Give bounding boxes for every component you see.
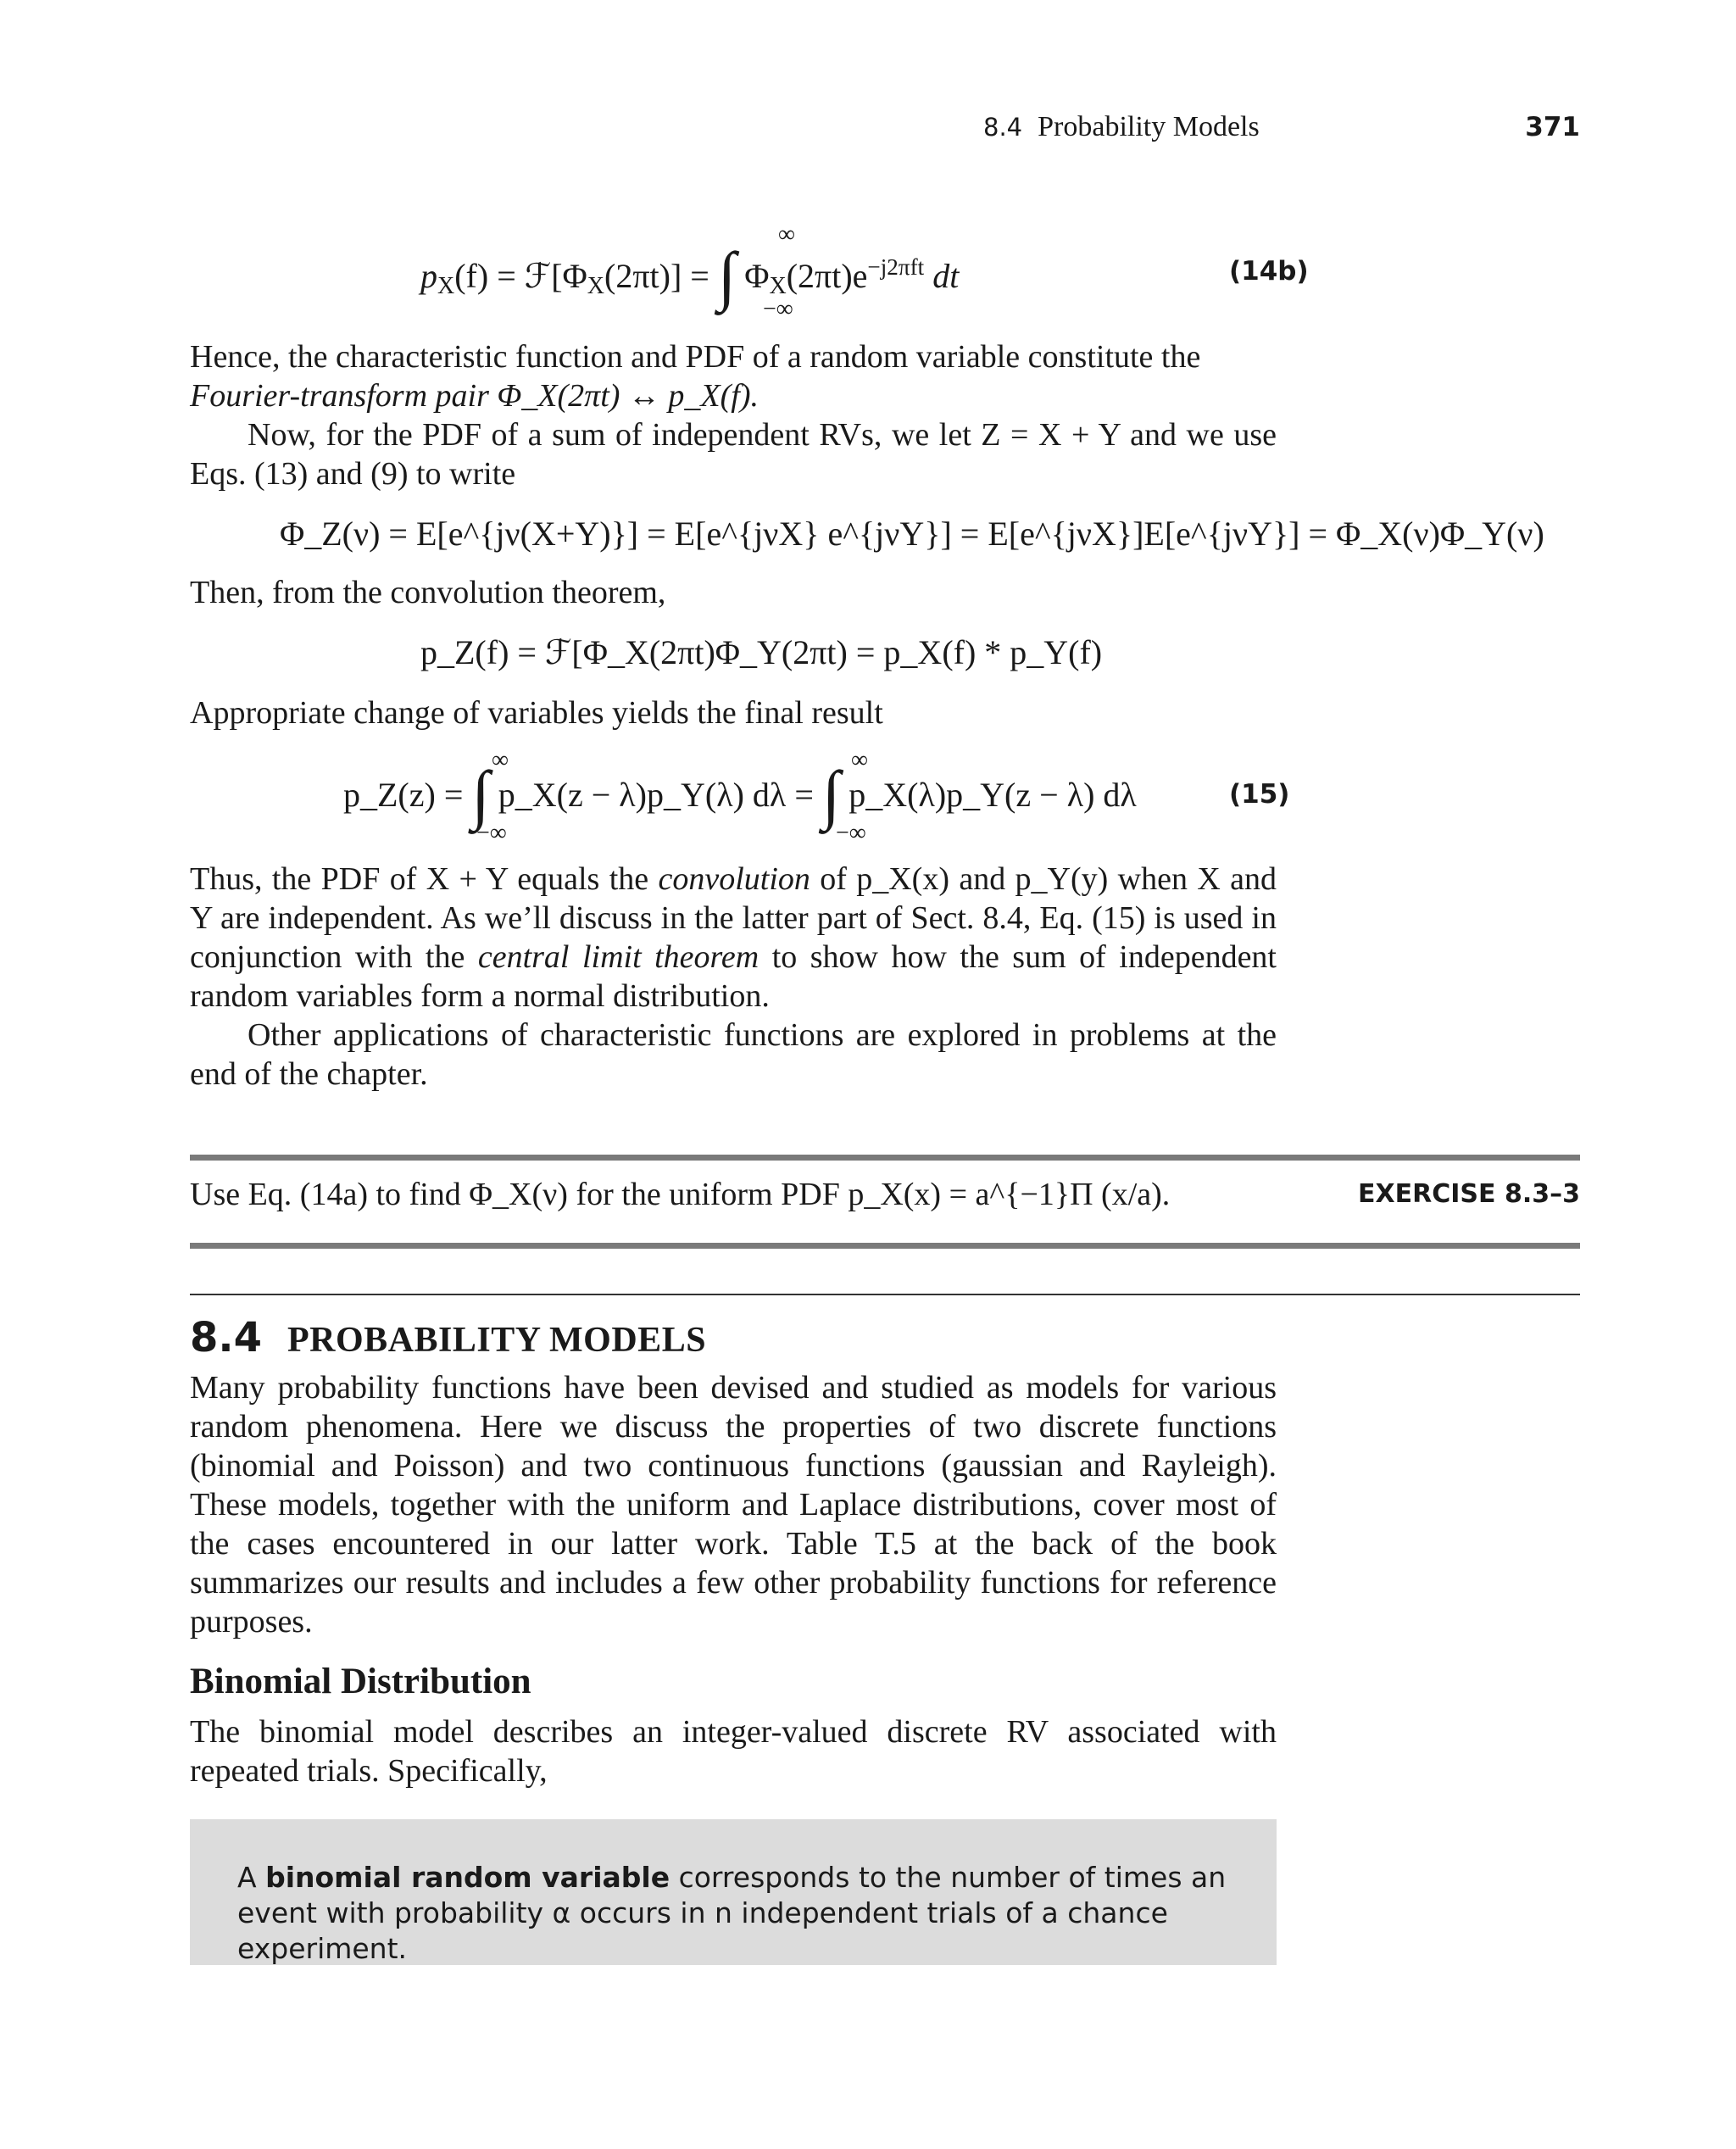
para5-emphasis-convolution: convolution [658, 861, 810, 897]
section-number: 8.4 [190, 1314, 263, 1361]
eq15-first-integrand: p_X(z − λ)p_Y(λ) dλ = [498, 776, 814, 814]
paragraph-sum-rvs: Now, for the PDF of a sum of independent RVs, we let Z = X + Y and we use Eqs. (13) and (9) to write [190, 417, 1277, 492]
eq15-lower-limit-2: −∞ [836, 820, 866, 846]
exercise-label: EXERCISE 8.3–3 [1358, 1179, 1580, 1209]
eq15-lhs: p_Z(z) = [343, 776, 464, 814]
eq15-number: (15) [1229, 779, 1290, 810]
eq14b-int-rest: (2πt)e [786, 256, 868, 295]
para5-text-b: of p_X(x) and p_Y(y) when X and Y are independent. As we’ll discuss in the latter part of Sect. 8.4, Eq. (15) is used in conjunction with the [190, 861, 1277, 975]
integral-sign: ∫ [471, 757, 490, 831]
eq14b-lhs: p [420, 256, 437, 295]
paragraph-other-applications: Other applications of characteristic functions are explored in problems at the end of the chapter. [190, 1017, 1277, 1092]
eq14b-mid: (2πt)] = [604, 256, 709, 295]
definition-text [237, 1860, 1246, 1967]
equation-15 [343, 757, 1137, 831]
eq14b-lhs-sub: X [437, 272, 455, 299]
eq14b-integrand: Φ [744, 256, 770, 295]
subsection-title: Binomial Distribution [190, 1662, 531, 1701]
eq14b-int-sub: X [769, 272, 787, 299]
definition-text-pre: A [237, 1861, 266, 1894]
eq14b-dt: dt [924, 256, 960, 295]
eq14b-number: (14b) [1229, 256, 1309, 287]
subsection-text: The binomial model describes an integer-valued discrete RV associated with repeated trials. Specifically, [190, 1714, 1277, 1789]
running-head-title: Probability Models [1038, 111, 1260, 142]
paragraph-fourier-pair-line2: Fourier-transform pair Φ_X(2πt) ↔ p_X(f). [190, 378, 759, 414]
integral-sign: ∫ [821, 757, 841, 831]
para5-emphasis-clt: central limit theorem [477, 939, 760, 975]
paragraph-convolution-theorem: Then, from the convolution theorem, [190, 575, 666, 610]
section-intro: Many probability functions have been devised and studied as models for various random phenomena. Here we discuss the properties of two discrete functions (binomial and Poisson) and two continuous functions (gaussian and Rayleigh). These models, together with the uniform and Laplace distributions, cover most of the cases encountered in our latter work. Table T.5 at the back of the book summarizes our results and includes a few other probability functions for reference purposes. [190, 1370, 1277, 1640]
paragraph-change-of-variables: Appropriate change of variables yields the final result [190, 695, 883, 731]
page-number: 371 [1525, 112, 1580, 142]
para5-text-c: to show how the sum of independent random variables form a normal distribution. [190, 939, 1277, 1014]
eq14b-lower-limit: −∞ [763, 296, 793, 322]
section-rule [190, 1294, 1580, 1295]
paragraph-fourier-pair-line1: Hence, the characteristic function and PDF of a random variable constitute the [190, 339, 1201, 375]
eq14b-lhs-arg: (f) = ℱ[Φ [454, 256, 587, 295]
eq15-upper-limit-2: ∞ [851, 747, 868, 773]
eq14b-phi-sub: X [587, 272, 604, 299]
para5-text-a: Thus, the PDF of X + Y equals the [190, 861, 659, 897]
running-head-section-number: 8.4 [983, 113, 1023, 142]
eq15-upper-limit-1: ∞ [492, 747, 509, 773]
equation-14b [420, 237, 960, 312]
running-head [983, 110, 1260, 144]
section-title: PROBABILITY MODELS [287, 1321, 707, 1360]
integral-sign: ∫ [717, 237, 737, 312]
paragraph-convolution-result [190, 860, 1277, 1016]
exercise-bottom-rule [190, 1243, 1580, 1249]
equation-pz-f: p_Z(f) = ℱ[Φ_X(2πt)Φ_Y(2πt) = p_X(f) * p_Y(f) [420, 633, 1103, 671]
exercise-top-rule [190, 1155, 1580, 1161]
paragraph-fourier-pair [190, 337, 1277, 415]
eq15-second-integrand: p_X(λ)p_Y(z − λ) dλ [849, 776, 1137, 814]
section-heading [190, 1312, 706, 1373]
equation-phi-z: Φ_Z(ν) = E[e^{jν(X+Y)}] = E[e^{jνX} e^{jνY}] = E[e^{jνX}]E[e^{jνY}] = Φ_X(ν)Φ_Y(ν) [280, 515, 1544, 553]
exercise-text: Use Eq. (14a) to find Φ_X(ν) for the uniform PDF p_X(x) = a^{−1}Π (x/a). [190, 1177, 1171, 1212]
definition-text-post: corresponds to the number of times an event with probability α occurs in n independent trials of a chance experiment. [237, 1861, 1227, 1965]
eq14b-exponent: −j2πft [867, 254, 925, 280]
eq14b-upper-limit: ∞ [778, 221, 795, 248]
eq15-lower-limit-1: −∞ [476, 820, 507, 846]
definition-term: binomial random variable [265, 1861, 670, 1894]
definition-box [190, 1819, 1277, 1965]
